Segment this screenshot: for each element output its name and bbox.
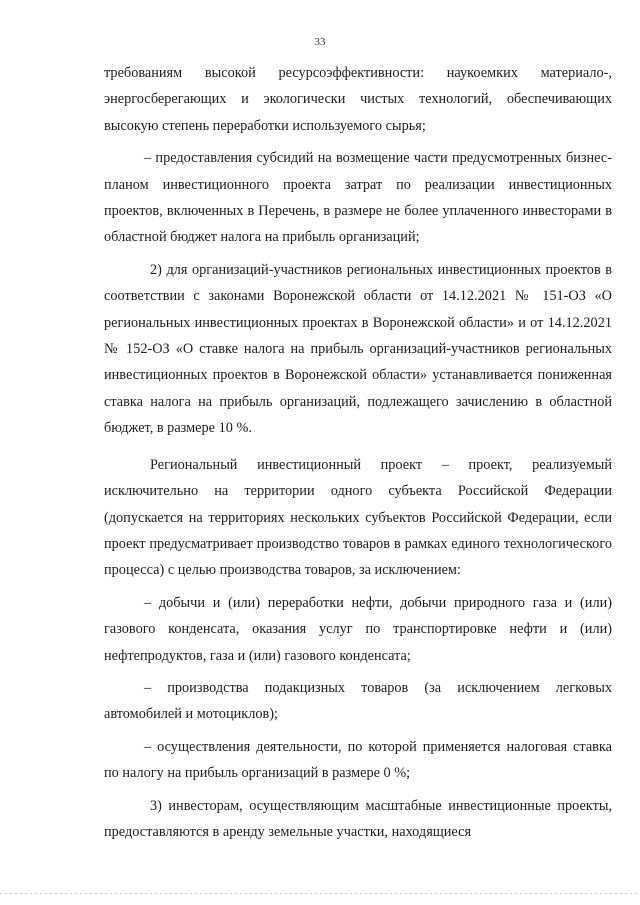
scan-edge-line [0,893,640,894]
list-item-zero-rate: – осуществления деятельности, по которой применяется налоговая ставка по налогу на прибыль организаций в размере 0 %; [104,738,612,782]
list-item-excise-goods: – производства подакцизных товаров (за исключением легковых автомобилей и мотоциклов); [104,679,612,723]
document-body [104,60,612,845]
list-item-3-land-lease: 3) инвесторам, осуществляющим масштабные инвестиционные проекты, предоставляются в аренду земельные участки, находящиеся [104,797,612,840]
list-item-oil-gas: – добычи и (или) переработки нефти, добычи природного газа и (или) газового конденсата, оказания услуг по транспортировке нефти и (или) нефтепродуктов, газа и (или) газового конденсата; [104,594,612,664]
page-number: 33 [314,36,326,48]
paragraph-regional-project-definition: Региональный инвестиционный проект – проект, реализуемый исключительно на территории одного субъекта Российской Федерации (допускается на территориях нескольких субъектов Российской Федерации, если проект предусматривает производство товаров в рамках единого технологического процесса) с целью производства товаров, за исключением: [104,456,612,579]
paragraph-continuation: требованиям высокой ресурсоэффективности: наукоемких материало-, энергосберегающих и экологически чистых технологий, обеспечивающих высокую степень переработки используемого сырья; [104,65,612,134]
list-item-2-tax-rate: 2) для организаций-участников региональных инвестиционных проектов в соответствии с законами Воронежской области от 14.12.2021 № 151-ОЗ «О региональных инвестиционных проектах в Воронежской области» и от 14.12.2021 № 152-ОЗ «О ставке налога на прибыль организаций-участников региональных инвестиционных проектов в Воронежской области» устанавливается пониженная ставка налога на прибыль организаций, подлежащего зачислению в областной бюджет, в размере 10 %. [104,261,612,437]
list-item-subsidies: – предоставления субсидий на возмещение части предусмотренных бизнес-планом инвестиционного проекта затрат по реализации инвестиционных проектов, включенных в Перечень, в размере не более уплаченного инвесторами в областной бюджет налога на прибыль организаций; [104,150,612,246]
